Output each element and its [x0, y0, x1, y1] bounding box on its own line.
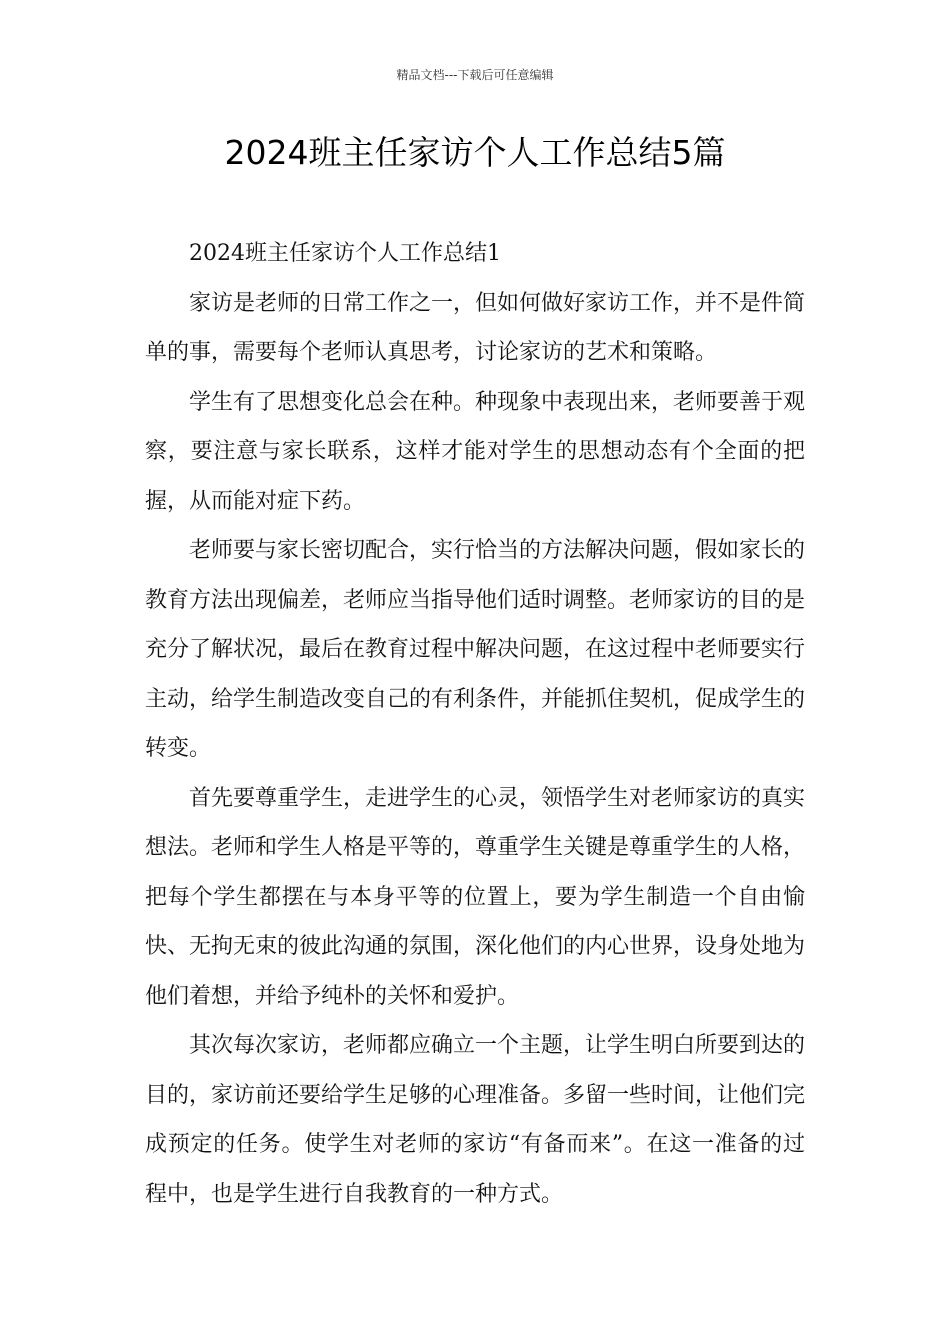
section-heading: 2024班主任家访个人工作总结1	[189, 241, 501, 266]
document-body	[145, 229, 805, 1219]
paragraph-4: 首先要尊重学生，走进学生的心灵，领悟学生对老师家访的真实想法。老师和学生人格是平等的，尊重学生关键是尊重学生的人格，把每个学生都摆在与本身平等的位置上，要为学生制造一个自由愉快、无拘无束的彼此沟通的氛围，深化他们的内心世界，设身处地为他们着想，并给予纯朴的关怀和爱护。	[145, 785, 806, 1009]
paragraph-3: 老师要与家长密切配合，实行恰当的方法解决问题，假如家长的教育方法出现偏差，老师应当指导他们适时调整。老师家访的目的是充分了解状况，最后在教育过程中解决问题，在这过程中老师要实行主动，给学生制造改变自己的有利条件，并能抓住契机，促成学生的转变。	[145, 538, 806, 761]
document-title: 2024班主任家访个人工作总结5篇	[224, 133, 726, 172]
paragraph-5: 其次每次家访，老师都应确立一个主题，让学生明白所要到达的目的，家访前还要给学生足够的心理准备。多留一些时间，让他们完成预定的任务。使学生对老师的家访“有备而来”。在这一准备的过程中，也是学生进行自我教育的一种方式。	[145, 1033, 806, 1207]
header-note: 精品文档---下载后可任意编辑	[396, 68, 554, 82]
paragraph-1: 家访是老师的日常工作之一，但如何做好家访工作，并不是件简单的事，需要每个老师认真思考，讨论家访的艺术和策略。	[145, 290, 806, 365]
paragraph-2: 学生有了思想变化总会在种。种现象中表现出来，老师要善于观察，要注意与家长联系，这样才能对学生的思想动态有个全面的把握，从而能对症下药。	[145, 389, 806, 514]
